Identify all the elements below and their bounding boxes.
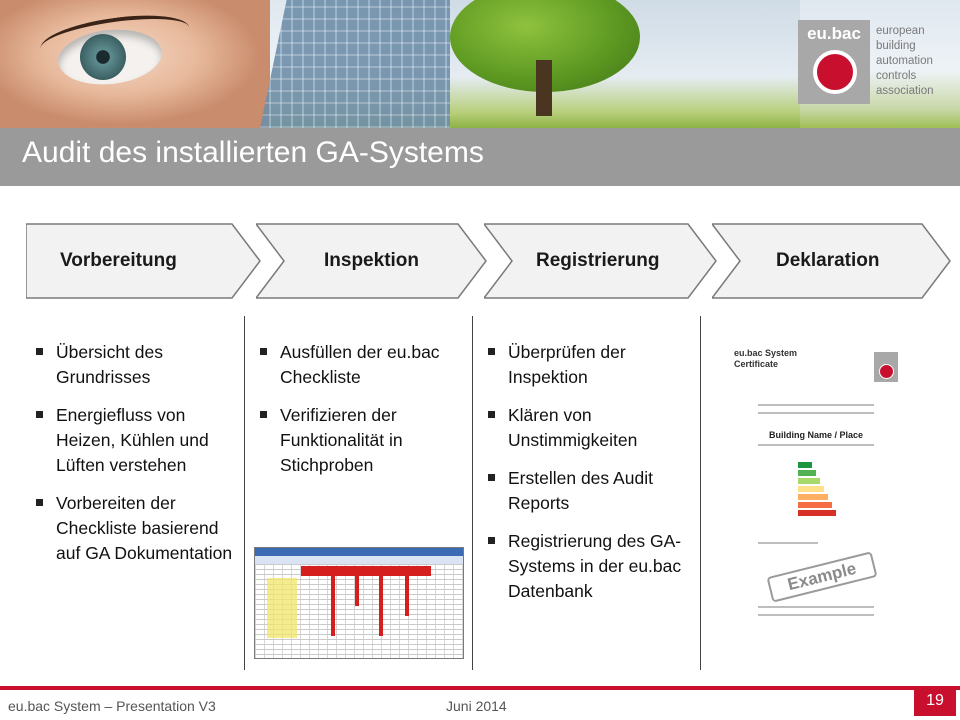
header-banner xyxy=(0,0,960,128)
bullet-item: Überprüfen der Inspektion xyxy=(486,340,696,390)
footer-line xyxy=(0,686,960,690)
bullet-item: Ausfüllen der eu.bac Checkliste xyxy=(258,340,458,390)
bullet-item: Verifizieren der Funktionalität in Stichproben xyxy=(258,403,458,478)
eye-image xyxy=(0,0,270,128)
logo-words: european building automation controls association xyxy=(876,25,934,97)
building-image xyxy=(260,0,450,128)
column-inspektion xyxy=(258,340,458,491)
footer-date: Juni 2014 xyxy=(446,698,507,714)
bullet-item: Erstellen des Audit Reports xyxy=(486,466,696,516)
process-chevrons: Vorbereitung Inspektion Registrierung Deklaration xyxy=(0,222,960,302)
column-divider xyxy=(244,316,245,670)
page-number: 19 xyxy=(914,686,956,716)
bullet-item: Energiefluss von Heizen, Kühlen und Lüften verstehen xyxy=(34,403,234,478)
column-divider xyxy=(700,316,701,670)
bullet-item: Klären von Unstimmigkeiten xyxy=(486,403,696,453)
bullet-item: Vorbereiten der Checkliste basierend auf GA Dokumentation xyxy=(34,491,234,566)
certificate-image: eu.bac System Certificate Building Name / Place Example xyxy=(728,344,904,634)
bullet-item: Registrierung des GA-Systems in der eu.bac Datenbank xyxy=(486,529,696,604)
column-registrierung xyxy=(486,340,696,617)
column-vorbereitung xyxy=(34,340,234,579)
footer-presentation: eu.bac System – Presentation V3 xyxy=(8,698,216,714)
bullet-item: Übersicht des Grundrisses xyxy=(34,340,234,390)
eubac-logo: eu.bac european building automation controls association xyxy=(798,20,936,104)
column-divider xyxy=(472,316,473,670)
certificate-logo-icon xyxy=(874,352,898,382)
checklist-spreadsheet-image xyxy=(254,547,464,659)
energy-label-icon xyxy=(798,462,838,532)
example-stamp: Example xyxy=(766,551,877,602)
title-bar xyxy=(0,128,960,186)
slide-title: Audit des installierten GA-Systems xyxy=(22,136,484,169)
